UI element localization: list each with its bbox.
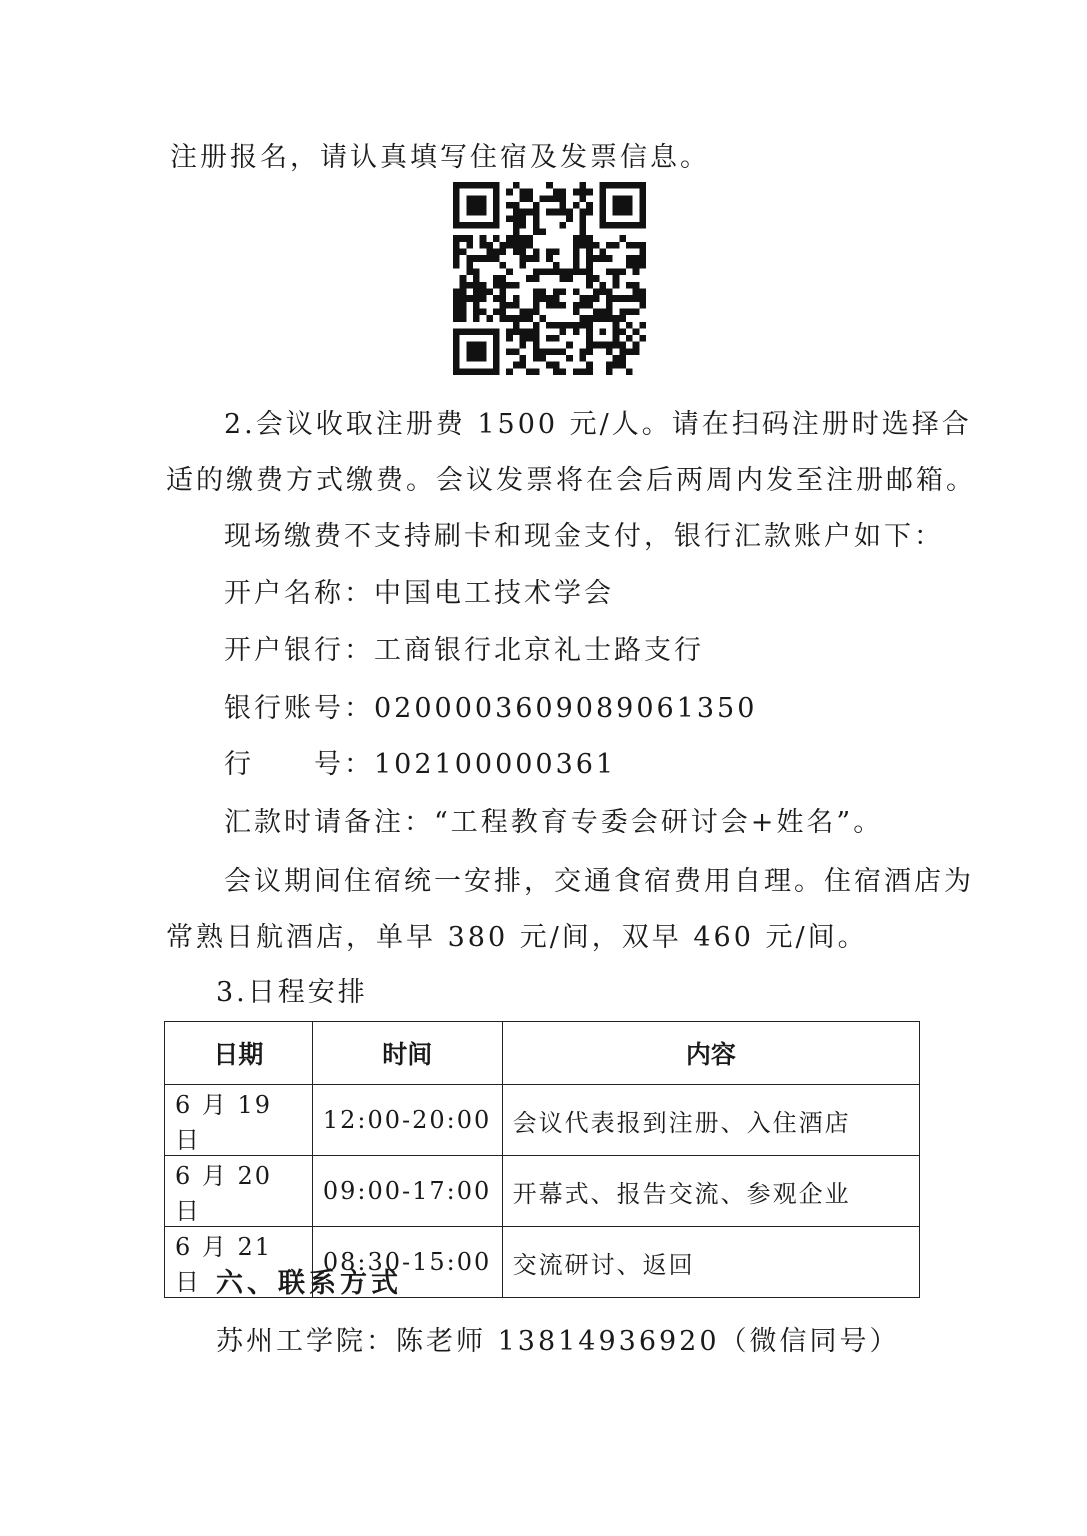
schedule-table — [164, 1021, 920, 1298]
header-content: 内容 — [502, 1022, 919, 1085]
account-name: 开户名称：中国电工技术学会 — [224, 578, 614, 609]
remittance-remark: 汇款时请备注：“工程教育专委会研讨会+姓名”。 — [224, 807, 884, 838]
contact-line: 苏州工学院：陈老师 13814936920（微信同号） — [216, 1326, 900, 1357]
registration-instruction: 注册报名，请认真填写住宿及发票信息。 — [170, 142, 710, 173]
row-date: 6 月 21 日 — [165, 1227, 313, 1298]
fee-line-2: 适的缴费方式缴费。会议发票将在会后两周内发至注册邮箱。 — [166, 465, 976, 496]
row-date: 6 月 20 日 — [165, 1156, 313, 1227]
account-number: 银行账号：0200003609089061350 — [224, 693, 758, 724]
row-date: 6 月 19 日 — [165, 1085, 313, 1156]
header-date: 日期 — [165, 1022, 313, 1085]
row-time: 12:00-20:00 — [312, 1085, 502, 1156]
table-row — [165, 1085, 920, 1156]
table-row — [165, 1156, 920, 1227]
fee-line-1: 2.会议收取注册费 1500 元/人。请在扫码注册时选择合 — [224, 409, 972, 440]
account-bank: 开户银行：工商银行北京礼士路支行 — [224, 635, 704, 666]
row-content: 交流研讨、返回 — [502, 1227, 919, 1298]
row-time: 09:00-17:00 — [312, 1156, 502, 1227]
row-time: 08:30-15:00 — [312, 1227, 502, 1298]
schedule-heading: 3.日程安排 — [216, 977, 368, 1008]
fee-line-3: 现场缴费不支持刷卡和现金支付，银行汇款账户如下： — [224, 521, 944, 552]
contact-heading: 六、联系方式 — [216, 1268, 402, 1299]
lodging-line-2: 常熟日航酒店，单早 380 元/间，双早 460 元/间。 — [166, 922, 868, 953]
lodging-line-1: 会议期间住宿统一安排，交通食宿费用自理。住宿酒店为 — [224, 866, 974, 897]
bank-code: 行 号：102100000361 — [224, 749, 617, 780]
row-content: 会议代表报到注册、入住酒店 — [502, 1085, 919, 1156]
header-time: 时间 — [312, 1022, 502, 1085]
row-content: 开幕式、报告交流、参观企业 — [502, 1156, 919, 1227]
table-header-row — [165, 1022, 920, 1085]
registration-qr-code[interactable] — [453, 182, 646, 375]
